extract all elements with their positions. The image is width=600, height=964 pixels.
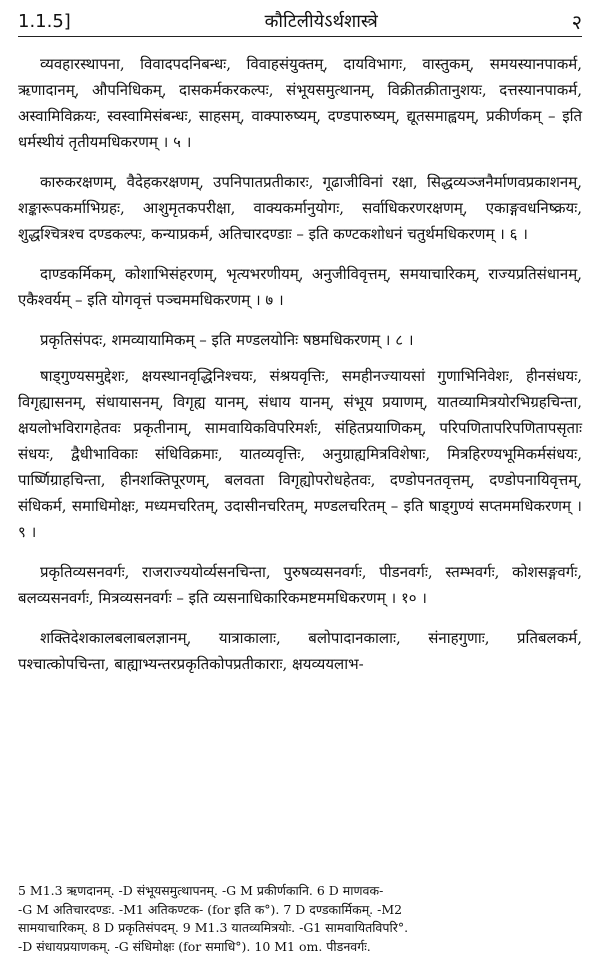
footnote-line: -G M अतिचारदण्डः. -M1 अतिकण्टक- (for इति क°). 7 D दण्डकार्मिकम्. -M2 xyxy=(18,901,403,917)
paragraph-adhikarana-6: कारुकरक्षणम्, वैदेहकरक्षणम्, उपनिपातप्रतीकारः, गूढाजीविनां रक्षा, सिद्धव्यञ्जनैर्माणवप्रकाशनम्, शङ्कारूपकर्माभिग्रहः, आशुमृतकपरीक्षा, वाक्यकर्मानुयोगः, सर्वाधिकरणरक्षणम्, एकाङ्गवधनिष्क्रयः, शुद्धश्चित्रश्च दण्डकल्पः, कन्याप्रकर्म, अतिचारदण्डाः – इति कण्टकशोधनं चतुर्थमधिकरणम् । ६ । xyxy=(18,173,582,243)
page-number: २ xyxy=(571,9,582,34)
page-header xyxy=(18,6,582,37)
running-title: कौटिलीयेऽर्थशास्त्रे xyxy=(264,11,378,32)
paragraph-adhikarana-9: षाड्गुण्यसमुद्देशः, क्षयस्थानवृद्धिनिश्चयः, संश्रयवृत्तिः, समहीनज्यायसां गुणाभिनिवेशः, हीनसंधयः, विगृह्यासनम्, संधायासनम्, विगृह्य यानम्, संधाय यानम्, संभूय प्रयाणम्, यातव्यामित्रयोरभिग्रहचिन्ता, क्षयलोभविरागहेतवः प्रकृतीनाम्, सामवायिकविपरिमर्शः, संहितप्रयाणिकम्, परिपणितापरिपणितापसृताः संधयः, द्वैधीभाविकाः संधिविक्रमाः, यातव्यवृत्तिः, अनुग्राह्यमित्रविशेषाः, मित्रहिरण्यभूमिकर्मसंधयः, पार्ष्णिग्राहचिन्ता, हीनशक्तिपूरणम्, बलवता विगृह्योपरोधहेतवः, दण्डोपनतवृत्तम्, दण्डोपनायिवृत्तम्, संधिकर्म, समाधिमोक्षः, मध्यमचरितम्, उदासीनचरितम्, मण्डलचरितम् – इति षाड्गुण्यं सप्तममधिकरणम् । ९ । xyxy=(18,367,582,541)
paragraph-adhikarana-11: शक्तिदेशकालबलाबलज्ञानम्, यात्राकालाः, बलोपादानकालाः, संनाहगुणाः, प्रतिबलकर्म, पश्चात्कोपचिन्ता, बाह्याभ्यन्तरप्रकृतिकोपप्रतीकाराः, क्षयव्ययलाभ- xyxy=(18,629,582,673)
footnotes xyxy=(18,882,582,956)
section-reference: 1.1.5] xyxy=(18,10,71,32)
paragraph-adhikarana-7: दाण्डकर्मिकम्, कोशाभिसंहरणम्, भृत्यभरणीयम्, अनुजीविवृत्तम्, समयाचारिकम्, राज्यप्रतिसंधानम्, एकैश्वर्यम् – इति योगवृत्तं पञ्चममधिकरणम् । ७ । xyxy=(18,265,582,309)
footnote-line: सामयाचारिकम्. 8 D प्रकृतिसंपदम्. 9 M1.3 यातव्यमित्रयोः. -G1 सामवायितविपरि°. xyxy=(18,920,409,935)
footnote-line: -D संधायप्रयाणकम्. -G संधिमोक्षः (for समाधि°). 10 M1 om. पीडनवर्गः. xyxy=(18,938,371,954)
footnote-line: 5 M1.3 ऋणदानम्. -D संभूयसमुत्थापनम्. -G M प्रकीर्णकानि. 6 D माणवक- xyxy=(18,883,384,898)
main-text xyxy=(18,51,582,677)
paragraph-adhikarana-8: प्रकृतिसंपदः, शमव्यायामिकम् – इति मण्डलयोनिः षष्ठमधिकरणम् । ८ । xyxy=(40,331,414,349)
paragraph-adhikarana-10: प्रकृतिव्यसनवर्गः, राजराज्ययोर्व्यसनचिन्ता, पुरुषव्यसनवर्गः, पीडनवर्गः, स्तम्भवर्गः, कोशसङ्गवर्गः, बलव्यसनवर्गः, मित्रव्यसनवर्गः – इति व्यसनाधिकारिकमष्टममधिकरणम् । १० । xyxy=(18,563,582,607)
paragraph-adhikarana-5: व्यवहारस्थापना, विवादपदनिबन्धः, विवाहसंयुक्तम्, दायविभागः, वास्तुकम्, समयस्यानपाकर्म, ऋणादानम्, औपनिधिकम्, दासकर्मकरकल्पः, संभूयसमुत्थानम्, विक्रीतक्रीतानुशयः, दत्तस्यानपाकर्म, अस्वामिविक्रयः, स्वस्वामिसंबन्धः, साहसम्, वाक्पारुष्यम्, दण्डपारुष्यम्, द्यूतसमाह्वयम्, प्रकीर्णकम् – इति धर्मस्थीयं तृतीयमधिकरणम् । ५ । xyxy=(18,55,582,151)
